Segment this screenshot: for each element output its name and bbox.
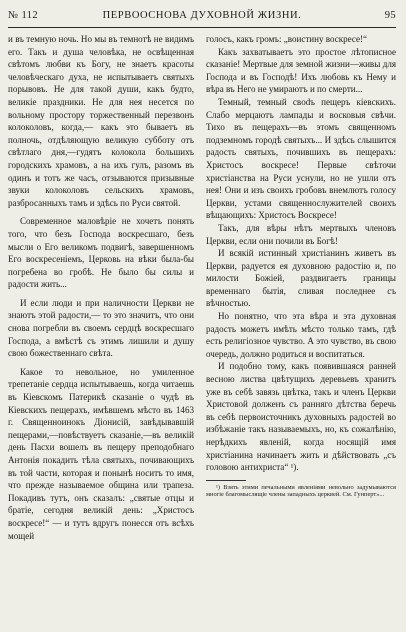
paragraph: Темный, темный свodъ пещеръ кіевскихъ. Слабо мерцаютъ лампады и восковыя свѣчи. Тихо въ пещерахъ—въ этомъ священномъ подземномъ городѣ святыхъ... И здѣсь слышится радость святыхъ, почившихъ въ пещерахъ: Христосъ воскресе! Первые свѣточи христіанства на Руси уснули, но не ушли отъ нея! Они и изъ своихъ гробовъ внемлютъ голосу Церкви, устами священнослужителей своихъ вѣщающихъ: Христосъ Воскресе! (206, 96, 396, 221)
footnote-rule (206, 480, 246, 481)
paragraph: Но понятно, что эта вѣра и эта духовная радость можетъ имѣть мѣсто только тамъ, гдѣ есть религіозное чувство. А это чувство, въ свою очередь, должно родиться и воспитаться. (206, 311, 396, 359)
right-column (206, 33, 396, 499)
header-rule (8, 27, 396, 28)
page-number: 95 (384, 10, 396, 21)
running-title: ПЕРВООСНОВА ДУХОВНОЙ ЖИЗНИ. (102, 10, 302, 21)
paragraph: голосъ, какъ громъ: „воистину воскресе!“ (206, 34, 368, 44)
paragraph: И всякій истинный христіанинъ живетъ въ Церкви, радуется ея духовною радостію и, по милости Божіей, раздвигаетъ границы временнаго бытія, сливая последнее съ вѣчностью. (206, 248, 396, 309)
left-column (8, 33, 194, 542)
paragraph: И если люди и при наличности Церкви не знаютъ этой радости,— то это значитъ, что они снова погребли въ своемъ сердцѣ воскресшаго Господа, а вмѣстѣ съ этимъ лишили и душу свою божественнаго свѣта. (8, 297, 194, 359)
paragraph: Такъ, для вѣры нѣтъ мертвыхъ членовъ Церкви, если они почили въ Богѣ! (206, 222, 396, 246)
running-header (8, 10, 396, 26)
paragraph: и въ темную ночь. Но мы въ темнотѣ не видимъ его. Такъ и душа человѣка, не освѣщенная свѣтомъ любви къ Богу, не знаетъ красоты человѣческаго духа, не испытываетъ святыхъ порывовъ. Не для такой души, какъ будто, великіе праздники. Не для нея несется по вольному простору торжественный перезвонъ колоколовъ, когда,— какъ это бываетъ въ полночь, отдѣляющую великую субботу отъ свѣтлаго дня,—гудятъ колокола большихъ городскихъ храмовъ, а на ихъ гулъ, разомъ въ одинъ и тотъ же часъ, отзываются призывные звуки колоколовъ сельскихъ храмовъ, разбросанныхъ тамъ и здѣсь по Руси святой. (8, 34, 194, 208)
paragraph: Какъ захватываетъ это простое лѣтописное сказаніе! Мертвые для земной жизни—живы для Господа и въ Господѣ! Ихъ любовь къ Нему и вѣра въ Него не умираютъ и по смерти... (206, 46, 396, 95)
paragraph: Какое то невольное, но умиленное трепетаніе сердца испытываешь, когда читаешь въ Кіевскомъ Патерикѣ сказаніе о чудѣ въ Кіевскихъ пещерахъ, имѣвшемъ мѣсто въ 1463 г. Священноинокъ Діонисій, завѣдывавшій пещерами,—повѣствуетъ сказаніе,—въ великій день Пасхи вошелъ въ пещеру преподобнаго Антонія покадить тѣла святыхъ, почивающихъ въ той части, которая и понынѣ носитъ то имя, что прежде называемое община или трапеза. Покадивъ тутъ, онъ сказалъ: „святые отцы и братіе, сегодня великій день: „Христосъ воскресе!“ — и тутъ вдругъ понесся отъ всѣхъ мощей (8, 366, 194, 541)
issue-number: № 112 (8, 10, 39, 21)
paragraph: И подобно тому, какъ появившаяся ранней весною листва цвѣтущихъ деревьевъ хранитъ уже въ себѣ завязь цвѣтка, такъ и членъ Церкви Христовой долженъ съ ранняго дѣтства беречь въ себѣ первоисточникъ духовныхъ радостей во избѣжаніе такъ называемыхъ, но, къ сожалѣнію, нерѣдкихъ явленій, когда носящій имя христіанина начинаетъ жить и дѣйствовать „съ головою антихриста“ ¹). (206, 361, 396, 473)
footnote: ¹) Взять этими печальными явленіями невольно задумываются многіе благомыслящіе члены западныхъ церквей. См. Гунперт»... (206, 483, 396, 499)
paragraph: Современное маловѣріе не хочетъ понять того, что безъ Господа воскресшаго, безъ мысли о Его великомъ подвигѣ, завершенномъ Его воскресеніемъ, Церковь на вѣки была-бы погребена во гробѣ. Не было бы силы и радости жить... (8, 216, 194, 290)
